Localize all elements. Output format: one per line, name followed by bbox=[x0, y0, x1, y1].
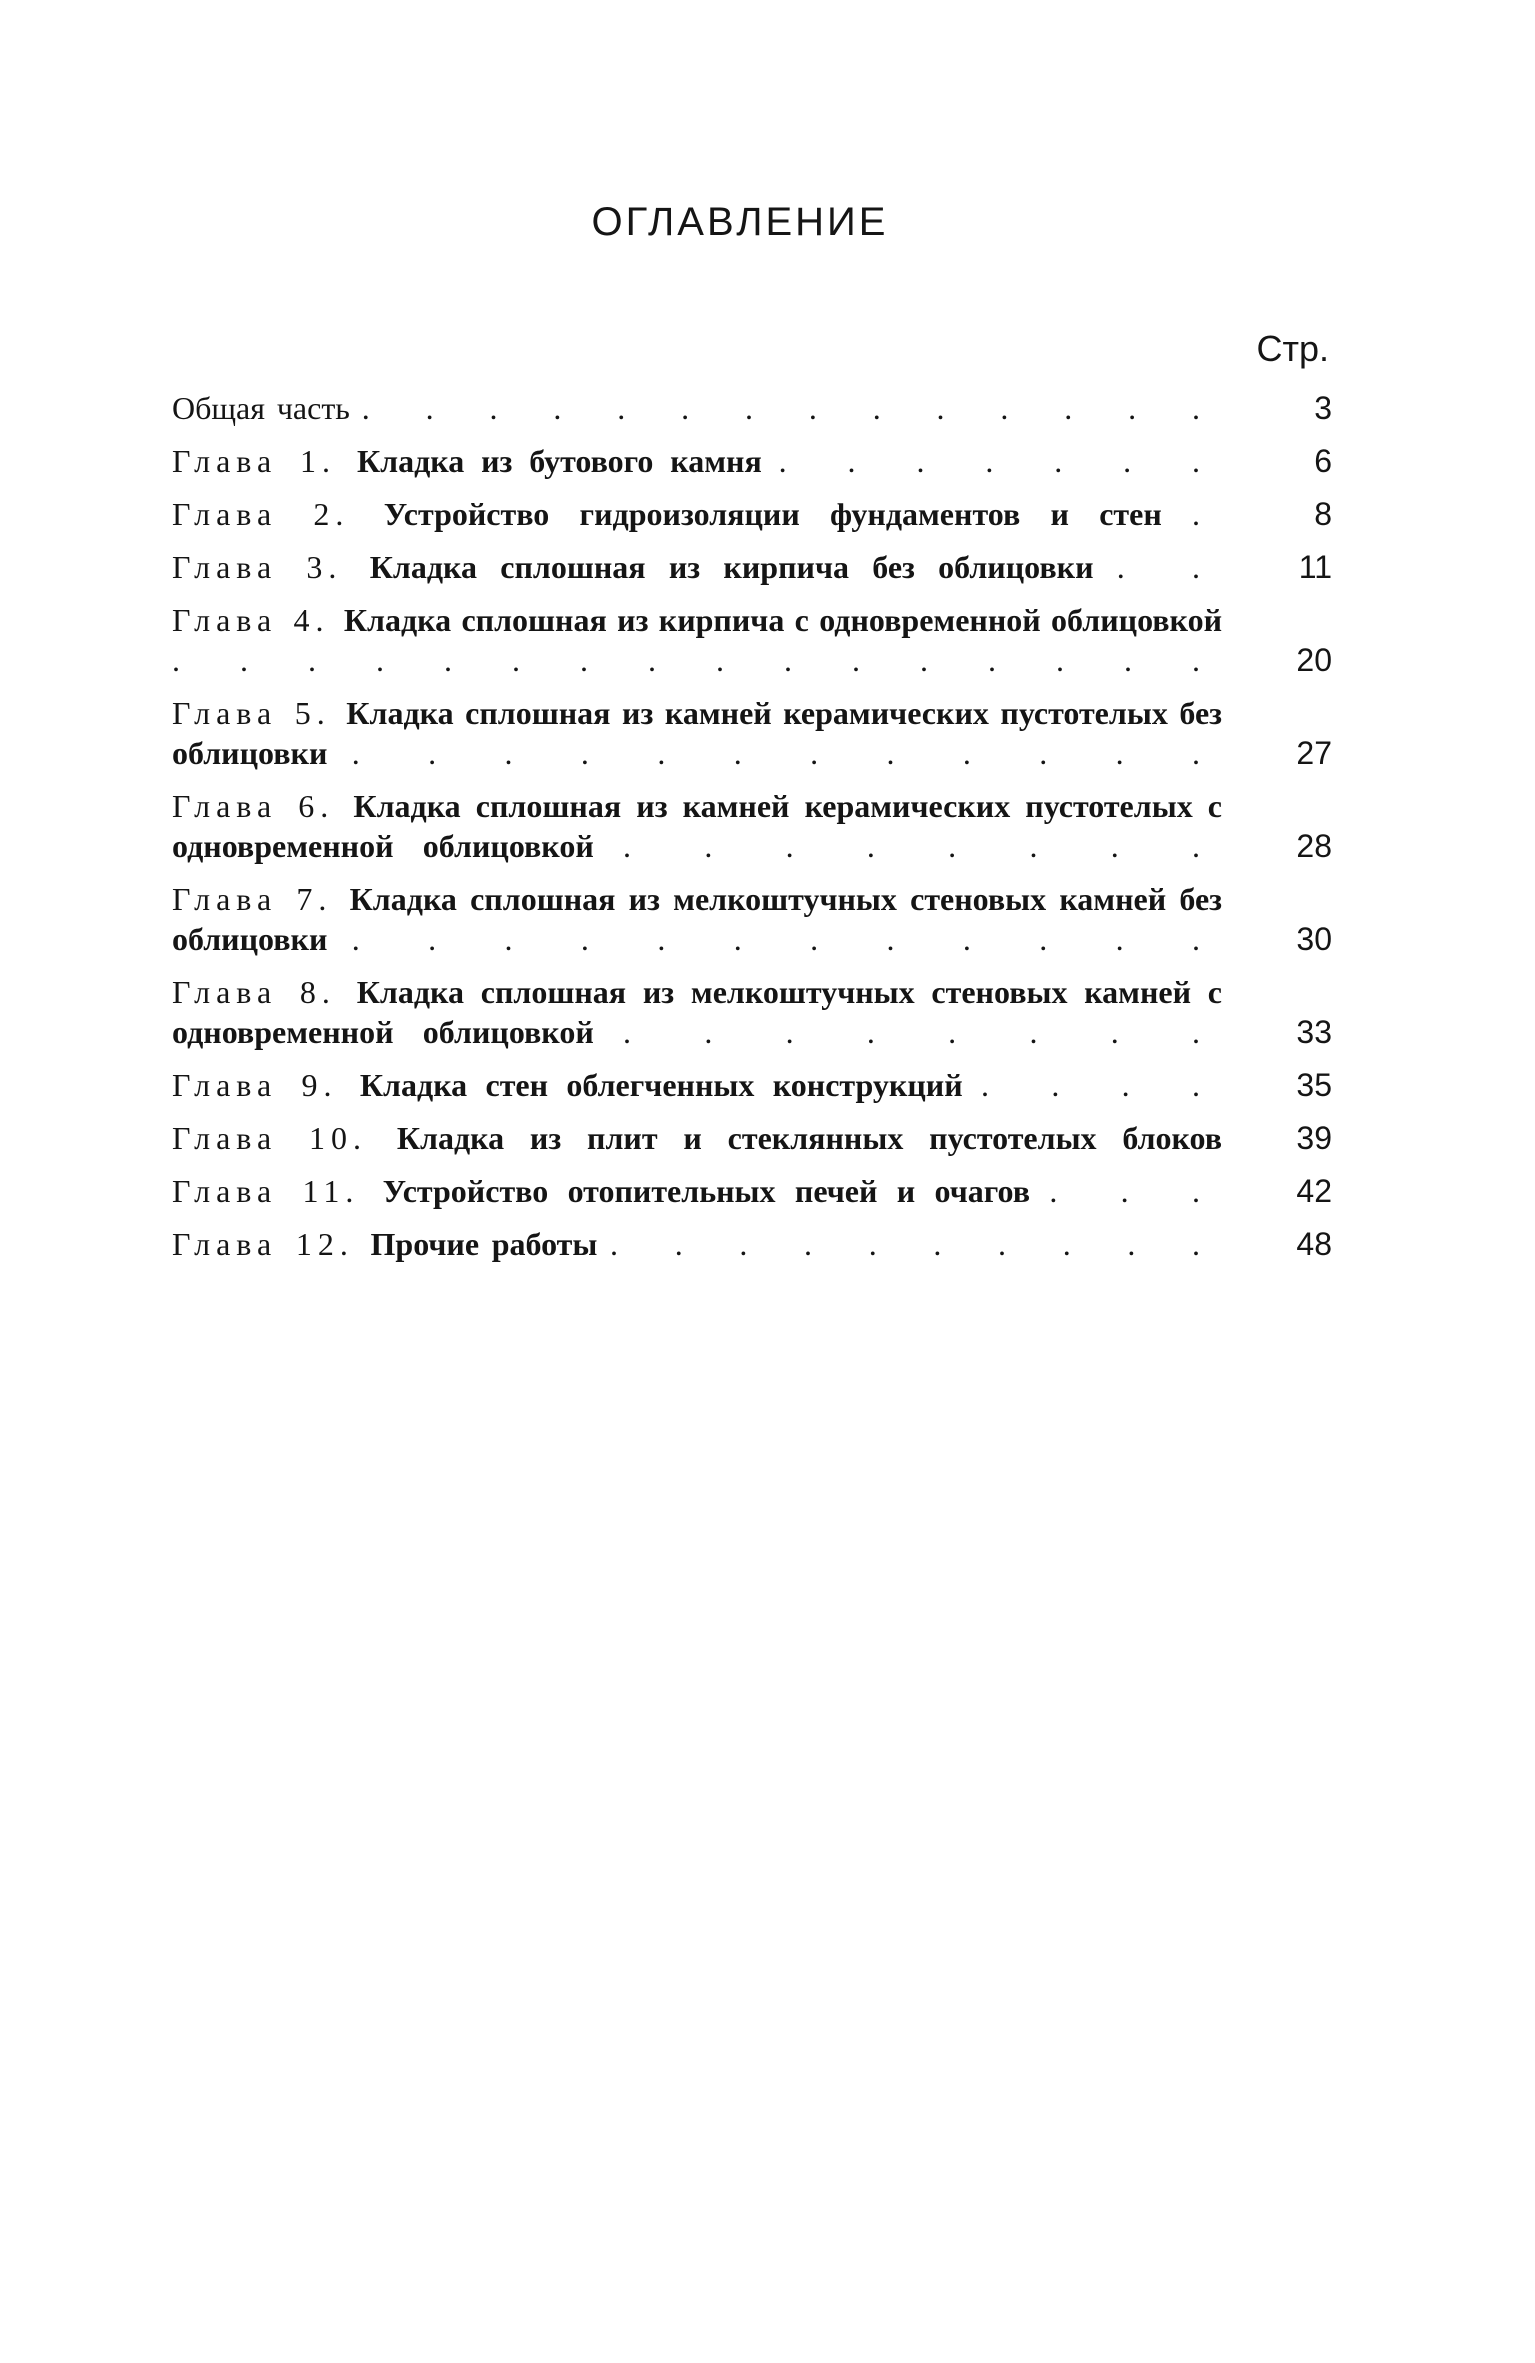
toc-entry-text: Устройство гидроизоляции фундаментов и стен bbox=[383, 496, 1162, 532]
toc-entry-leaders: . . . . . . . . . . bbox=[610, 1226, 1223, 1262]
toc-entry-prefix: Глава 4. bbox=[172, 602, 330, 638]
toc-entry-prefix: Глава 8. bbox=[172, 974, 336, 1010]
toc-entry-text: Кладка сплошная из камней керамических пустотелых без облицовки bbox=[172, 695, 1223, 771]
toc-entry bbox=[172, 1118, 1332, 1158]
toc-entry bbox=[172, 972, 1332, 1052]
toc-entry-text: Устройство отопительных печей и очагов bbox=[382, 1173, 1030, 1209]
toc-entry-prefix: Глава 6. bbox=[172, 788, 335, 824]
toc-entry-text: Кладка стен облегченных конструкций bbox=[359, 1067, 963, 1103]
toc-entry-text: Общая часть bbox=[172, 390, 350, 426]
toc-entry-text: Кладка из плит и стеклянных пустотелых блоков bbox=[396, 1120, 1223, 1156]
toc-entry bbox=[172, 600, 1332, 680]
toc-entry bbox=[172, 494, 1332, 534]
toc-entry-page: 30 bbox=[1296, 921, 1332, 957]
toc-entry-text: Кладка сплошная из кирпича с одновременной облицовкой bbox=[343, 602, 1222, 638]
toc-entry-page: 11 bbox=[1298, 549, 1332, 585]
toc-entry bbox=[172, 388, 1332, 428]
toc-entry-prefix: Глава 12. bbox=[172, 1226, 354, 1262]
toc-entry bbox=[172, 786, 1332, 866]
toc-entry-page: 35 bbox=[1296, 1067, 1332, 1103]
toc-entry-leaders: . . . bbox=[1049, 1173, 1222, 1209]
toc-entry-leaders: . . . . . . . . . . . . . . bbox=[361, 390, 1223, 426]
toc-entry-page: 28 bbox=[1296, 828, 1332, 864]
toc-entry-prefix: Глава 10. bbox=[172, 1120, 367, 1156]
toc-entry-page: 33 bbox=[1296, 1014, 1332, 1050]
table-of-contents bbox=[172, 328, 1332, 1264]
toc-entry bbox=[172, 1171, 1332, 1211]
toc-entry-leaders: . bbox=[1192, 496, 1223, 532]
toc-entry-leaders: . . . . . . . bbox=[778, 443, 1223, 479]
page-title: ОГЛАВЛЕНИЕ bbox=[591, 200, 889, 244]
toc-entry-page: 39 bbox=[1296, 1120, 1332, 1156]
toc-entry-text: Прочие работы bbox=[370, 1226, 598, 1262]
toc-entry-leaders: . . . . . . . . bbox=[623, 828, 1222, 864]
page-column-header: Стр. bbox=[1256, 328, 1329, 369]
toc-entry-leaders: . . . . . . . . bbox=[623, 1014, 1222, 1050]
toc-entry-page: 8 bbox=[1314, 496, 1332, 532]
toc-entry-page: 20 bbox=[1296, 642, 1332, 678]
toc-entry-leaders: . . . . . . . . . . . . . . . . bbox=[172, 642, 1222, 678]
toc-entry-text: Кладка сплошная из мелкоштучных стеновых камней с одновременной облицовкой bbox=[172, 974, 1223, 1050]
toc-entry-leaders: . . bbox=[1116, 549, 1223, 585]
toc-entry-prefix: Глава 11. bbox=[172, 1173, 360, 1209]
toc-entry-text: Кладка из бутового камня bbox=[356, 443, 762, 479]
toc-entry-prefix: Глава 3. bbox=[172, 549, 343, 585]
toc-entry bbox=[172, 1065, 1332, 1105]
toc-entry bbox=[172, 547, 1332, 587]
toc-entry-prefix: Глава 2. bbox=[172, 496, 350, 532]
toc-entry bbox=[172, 879, 1332, 959]
toc-entry-page: 42 bbox=[1296, 1173, 1332, 1209]
toc-entry-prefix: Глава 1. bbox=[172, 443, 337, 479]
toc-entry-prefix: Глава 7. bbox=[172, 881, 333, 917]
toc-entry-text: Кладка сплошная из кирпича без облицовки bbox=[369, 549, 1094, 585]
toc-entry-leaders: . . . . . . . . . . . . bbox=[351, 735, 1223, 771]
toc-entry bbox=[172, 693, 1332, 773]
toc-entry-leaders: . . . . bbox=[980, 1067, 1222, 1103]
toc-entry-text: Кладка сплошная из мелкоштучных стеновых камней без облицовки bbox=[172, 881, 1223, 957]
toc-entry-page: 48 bbox=[1296, 1226, 1332, 1262]
toc-entry-page: 6 bbox=[1314, 443, 1332, 479]
toc-entry-prefix: Глава 5. bbox=[172, 695, 331, 731]
toc-entry-page: 3 bbox=[1314, 390, 1332, 426]
toc-entry-prefix: Глава 9. bbox=[172, 1067, 338, 1103]
toc-entry-leaders: . . . . . . . . . . . . bbox=[351, 921, 1223, 957]
toc-entry-text: Кладка сплошная из камней керамических пустотелых с одновременной облицовкой bbox=[172, 788, 1222, 864]
toc-entry bbox=[172, 441, 1332, 481]
toc-entry-page: 27 bbox=[1296, 735, 1332, 771]
toc-entry bbox=[172, 1224, 1332, 1264]
